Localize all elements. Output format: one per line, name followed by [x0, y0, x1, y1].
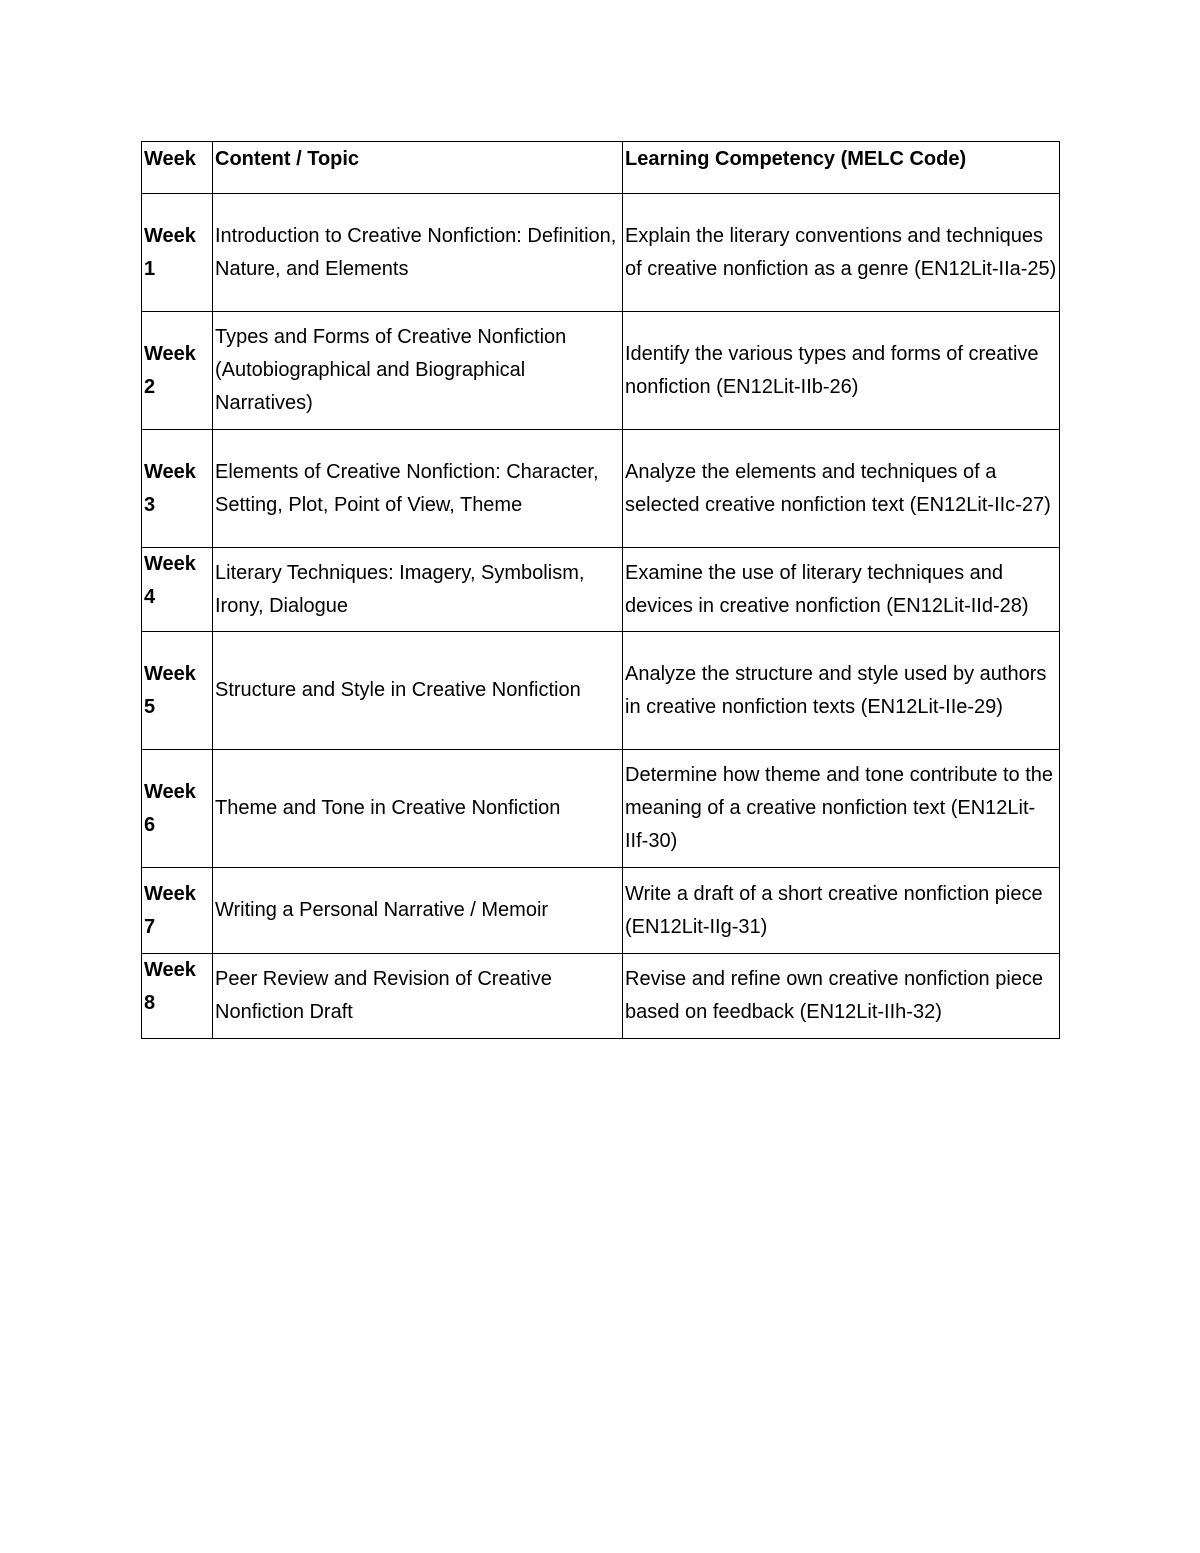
week-cell: Week 1	[142, 194, 213, 312]
table-row	[142, 194, 1060, 312]
table-row	[142, 312, 1060, 430]
competency-cell: Explain the literary conventions and techniques of creative nonfiction as a genre (EN12Lit-IIa-25)	[623, 194, 1060, 312]
table-row	[142, 750, 1060, 868]
topic-cell: Elements of Creative Nonfiction: Character, Setting, Plot, Point of View, Theme	[213, 430, 623, 548]
topic-cell: Introduction to Creative Nonfiction: Definition, Nature, and Elements	[213, 194, 623, 312]
table-row	[142, 430, 1060, 548]
week-cell: Week 6	[142, 750, 213, 868]
weekly-schedule-table	[141, 141, 1060, 1039]
table-row	[142, 868, 1060, 954]
topic-cell: Types and Forms of Creative Nonfiction (Autobiographical and Biographical Narratives)	[213, 312, 623, 430]
topic-cell: Peer Review and Revision of Creative Nonfiction Draft	[213, 954, 623, 1039]
week-cell: Week 2	[142, 312, 213, 430]
competency-cell: Analyze the structure and style used by authors in creative nonfiction texts (EN12Lit-IIe-29)	[623, 632, 1060, 750]
header-week: Week	[142, 142, 213, 194]
header-learning-competency: Learning Competency (MELC Code)	[623, 142, 1060, 194]
competency-cell: Determine how theme and tone contribute to the meaning of a creative nonfiction text (EN12Lit-IIf-30)	[623, 750, 1060, 868]
topic-cell: Theme and Tone in Creative Nonfiction	[213, 750, 623, 868]
week-cell: Week 8	[142, 954, 213, 1039]
table-row	[142, 954, 1060, 1039]
topic-cell: Structure and Style in Creative Nonfiction	[213, 632, 623, 750]
week-cell: Week 3	[142, 430, 213, 548]
table-header-row	[142, 142, 1060, 194]
week-cell: Week 5	[142, 632, 213, 750]
competency-cell: Identify the various types and forms of creative nonfiction (EN12Lit-IIb-26)	[623, 312, 1060, 430]
competency-cell: Write a draft of a short creative nonfiction piece (EN12Lit-IIg-31)	[623, 868, 1060, 954]
topic-cell: Writing a Personal Narrative / Memoir	[213, 868, 623, 954]
competency-cell: Revise and refine own creative nonfiction piece based on feedback (EN12Lit-IIh-32)	[623, 954, 1060, 1039]
topic-cell: Literary Techniques: Imagery, Symbolism, Irony, Dialogue	[213, 548, 623, 632]
table-row	[142, 548, 1060, 632]
competency-cell: Examine the use of literary techniques and devices in creative nonfiction (EN12Lit-IId-28)	[623, 548, 1060, 632]
week-cell: Week 4	[142, 548, 213, 632]
week-cell: Week 7	[142, 868, 213, 954]
table-row	[142, 632, 1060, 750]
competency-cell: Analyze the elements and techniques of a selected creative nonfiction text (EN12Lit-IIc-27)	[623, 430, 1060, 548]
header-content-topic: Content / Topic	[213, 142, 623, 194]
